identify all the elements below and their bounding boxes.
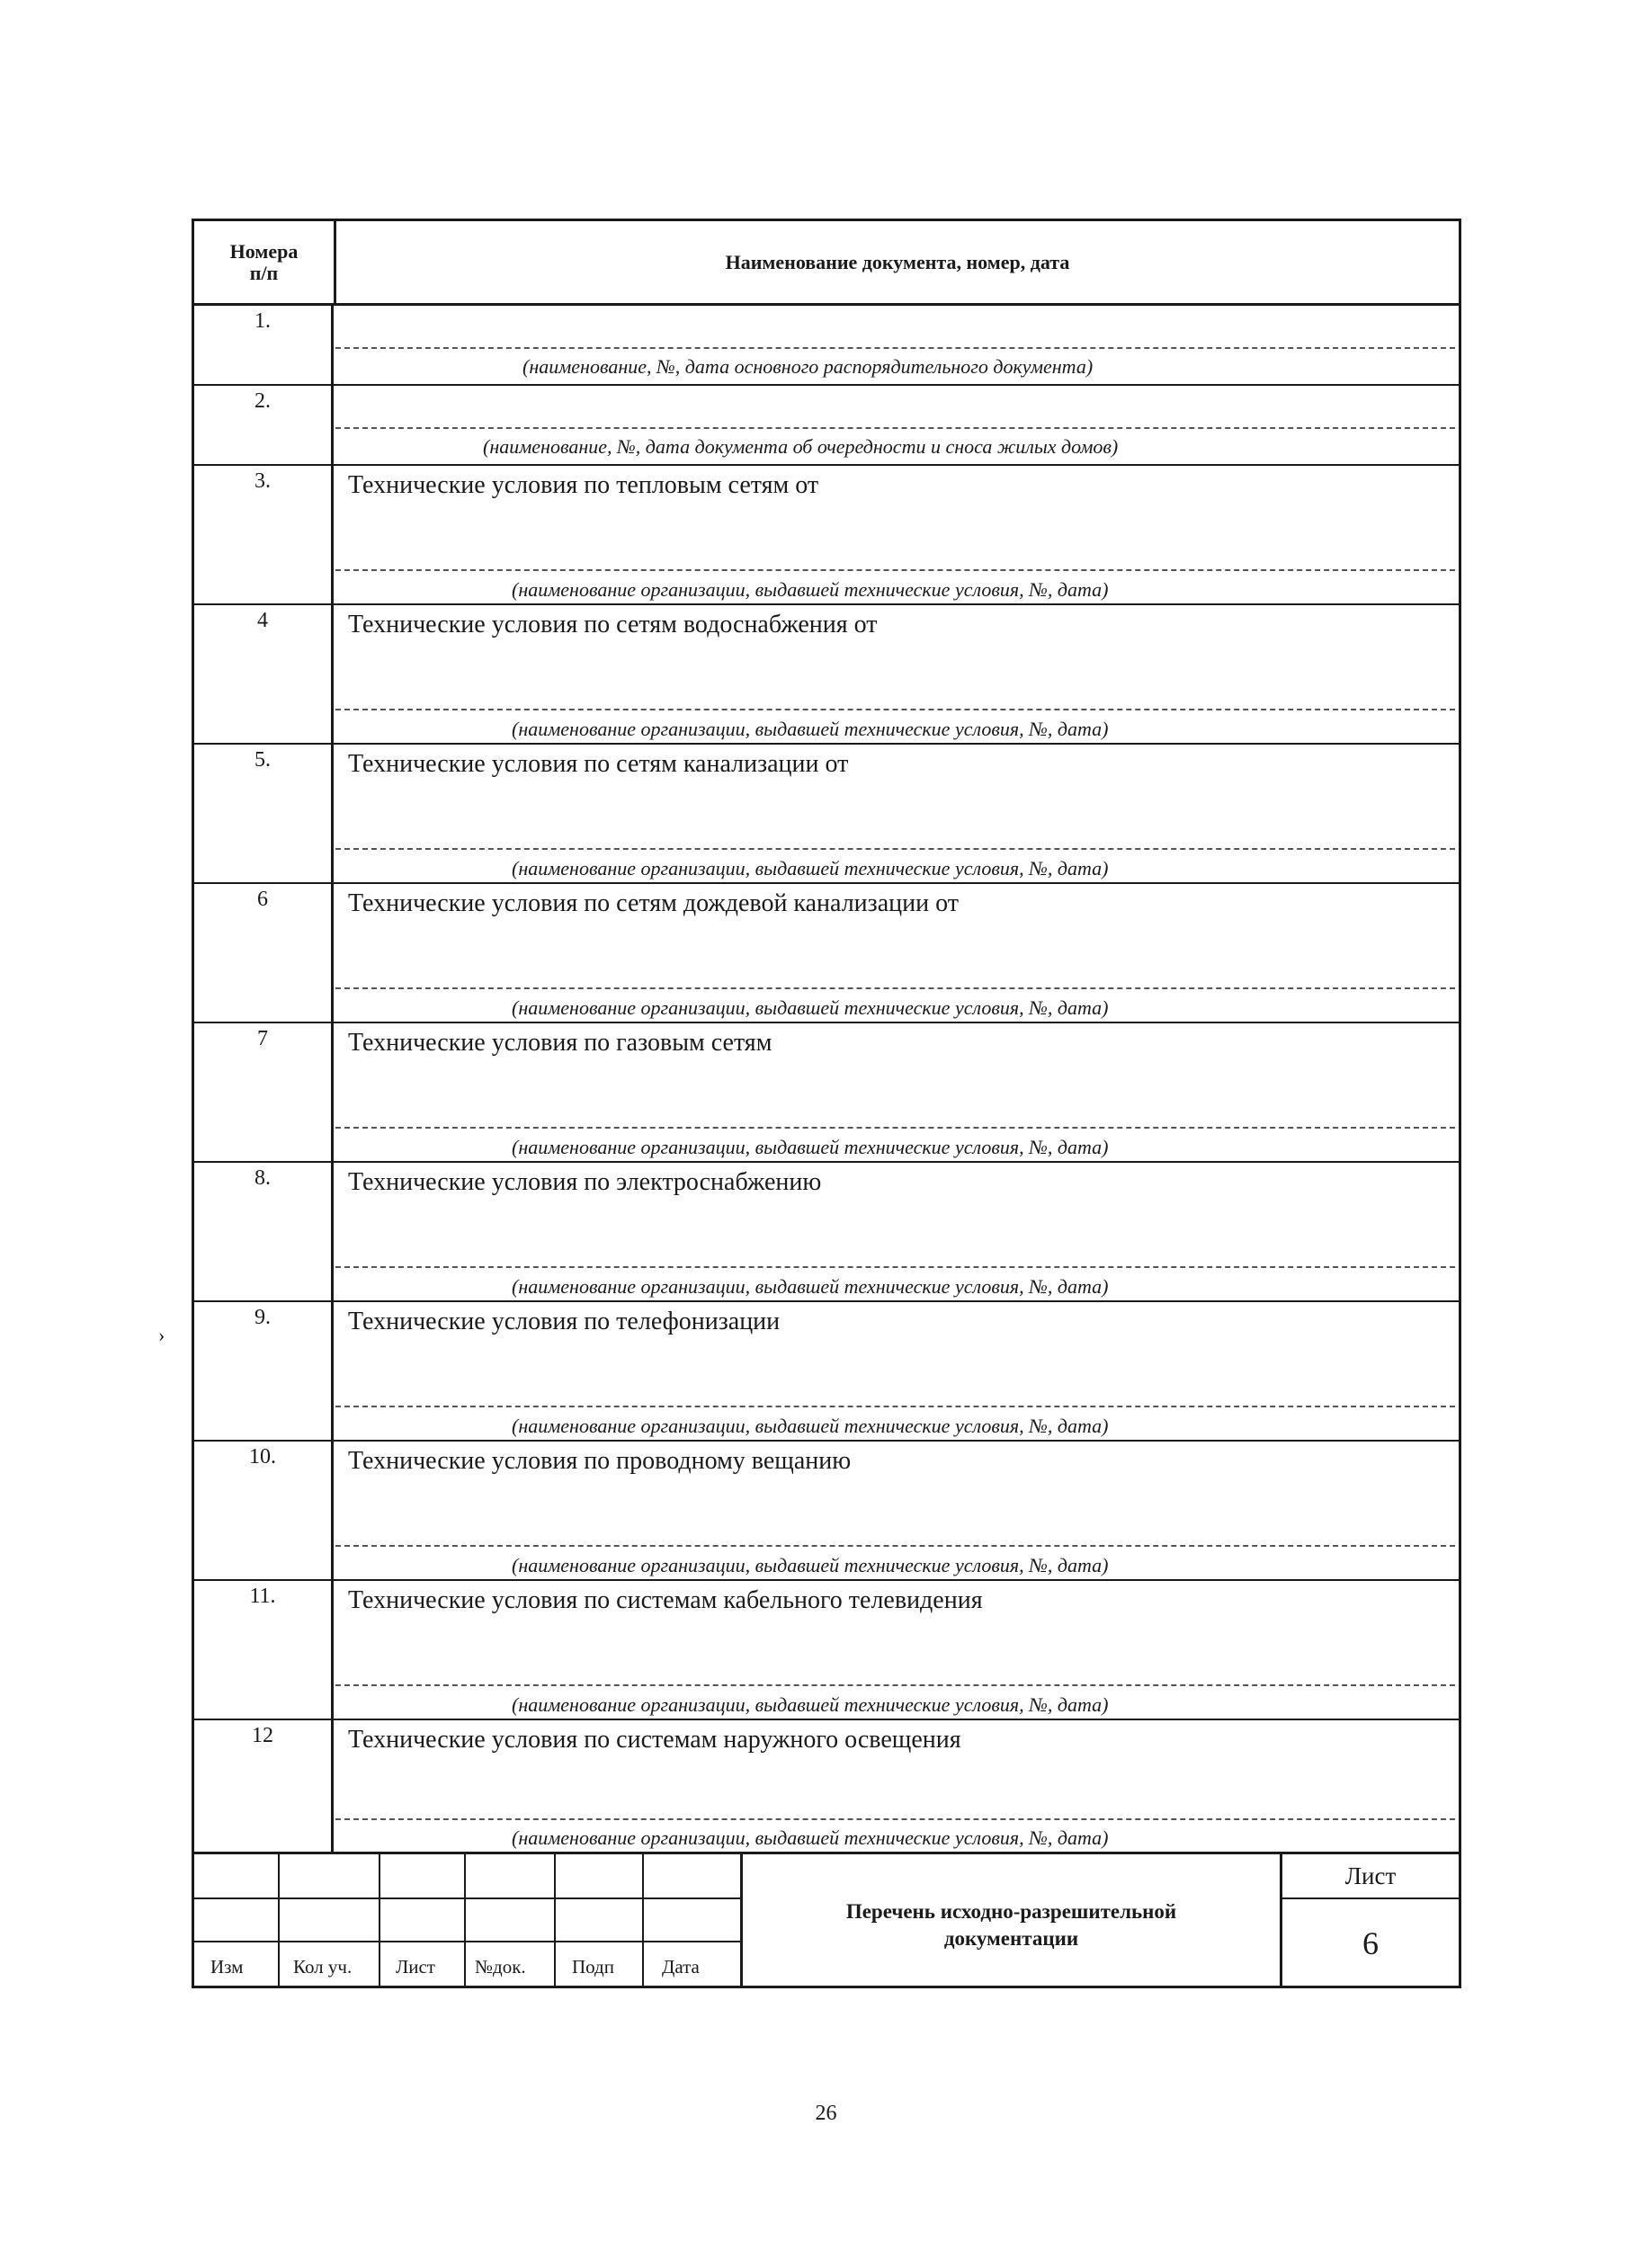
fill-in-line[interactable] — [335, 1818, 1455, 1820]
column-label-ndok: №док. — [475, 1956, 526, 1978]
table-row — [194, 1163, 1459, 1302]
row-caption: (наименование организации, выдавшей технические условия, №, дата) — [512, 857, 1109, 880]
grid-line — [278, 1854, 280, 1986]
table-row — [194, 466, 1459, 605]
fill-in-line[interactable] — [335, 1127, 1455, 1129]
row-text: Технические условия по системам наружного освещения — [348, 1726, 961, 1754]
row-content — [334, 386, 1459, 464]
row-number: 12 — [194, 1720, 334, 1852]
table-row — [194, 1720, 1459, 1852]
row-number: 5. — [194, 745, 334, 882]
column-label-list: Лист — [396, 1956, 435, 1978]
document-rows — [192, 306, 1461, 1852]
grid-line — [554, 1854, 556, 1986]
table-row — [194, 884, 1459, 1023]
row-number: 1. — [194, 306, 334, 384]
table-row — [194, 306, 1459, 386]
row-number: 2. — [194, 386, 334, 464]
row-content — [334, 745, 1459, 882]
row-text: Технические условия по телефонизации — [348, 1308, 781, 1335]
row-caption: (наименование организации, выдавшей технические условия, №, дата) — [512, 1554, 1109, 1576]
row-caption: (наименование, №, дата документа об очередности и сноса жилых домов) — [483, 435, 1119, 458]
row-caption: (наименование организации, выдавшей технические условия, №, дата) — [512, 1826, 1109, 1849]
row-text: Технические условия по газовым сетям — [348, 1029, 772, 1057]
row-text: Технические условия по сетям водоснабжения от — [348, 611, 878, 638]
row-caption: (наименование организации, выдавшей технические условия, №, дата) — [512, 718, 1109, 740]
grid-line — [642, 1854, 644, 1986]
revision-grid — [194, 1854, 740, 1986]
table-row — [194, 1581, 1459, 1720]
table-row — [194, 1302, 1459, 1442]
column-label-kol-uch: Кол уч. — [293, 1956, 353, 1978]
header-number-label: Номера — [229, 240, 299, 263]
header-number-sublabel: п/п — [249, 261, 279, 284]
row-text: Технические условия по системам кабельного телевидения — [348, 1586, 983, 1614]
row-content — [334, 1302, 1459, 1440]
header-name-label: Наименование документа, номер, дата — [725, 250, 1070, 273]
page-number: 26 — [815, 2102, 837, 2125]
row-text: Технические условия по сетям канализации от — [348, 750, 849, 778]
row-caption: (наименование организации, выдавшей технические условия, №, дата) — [512, 1415, 1109, 1437]
fill-in-line[interactable] — [335, 569, 1455, 571]
document-title — [740, 1854, 1282, 1986]
sheet-label: Лист — [1282, 1854, 1459, 1899]
row-number: 7 — [194, 1023, 334, 1161]
row-number: 9. — [194, 1302, 334, 1440]
column-label-data: Дата — [662, 1956, 700, 1978]
document-form — [192, 219, 1461, 1988]
row-caption: (наименование организации, выдавшей технические условия, №, дата) — [512, 996, 1109, 1019]
fill-in-line[interactable] — [335, 1406, 1455, 1407]
row-number: 8. — [194, 1163, 334, 1300]
table-row — [194, 745, 1459, 884]
table-row — [194, 605, 1459, 745]
margin-mark: › — [158, 1324, 165, 1346]
fill-in-line[interactable] — [335, 848, 1455, 850]
table-row — [194, 386, 1459, 466]
sheet-box — [1282, 1854, 1459, 1986]
grid-line — [379, 1854, 380, 1986]
column-label-izm: Изм — [210, 1956, 244, 1978]
sheet-number: 6 — [1362, 1925, 1379, 1961]
grid-line — [194, 1941, 740, 1942]
row-content — [334, 466, 1459, 603]
table-row — [194, 1442, 1459, 1581]
row-content — [334, 306, 1459, 384]
fill-in-line[interactable] — [335, 1684, 1455, 1686]
row-text: Технические условия по тепловым сетям от — [348, 471, 819, 499]
document-title-line: документации — [943, 1927, 1079, 1950]
header-number-cell — [194, 221, 336, 303]
document-title-line: Перечень исходно-разрешительной — [845, 1900, 1177, 1924]
row-text: Технические условия по электроснабжению — [348, 1168, 822, 1196]
fill-in-line[interactable] — [335, 347, 1455, 349]
fill-in-line[interactable] — [335, 427, 1455, 429]
row-content — [334, 1023, 1459, 1161]
grid-line — [464, 1854, 466, 1986]
row-caption: (наименование организации, выдавшей технические условия, №, дата) — [512, 1275, 1109, 1298]
row-content — [334, 884, 1459, 1022]
column-label-podp: Подп — [572, 1956, 614, 1978]
row-content — [334, 1720, 1459, 1852]
row-text: Технические условия по сетям дождевой канализации от — [348, 889, 959, 917]
row-caption: (наименование организации, выдавшей технические условия, №, дата) — [512, 1136, 1109, 1158]
row-number: 3. — [194, 466, 334, 603]
fill-in-line[interactable] — [335, 1545, 1455, 1547]
row-number: 4 — [194, 605, 334, 743]
row-caption: (наименование организации, выдавшей технические условия, №, дата) — [512, 1693, 1109, 1716]
fill-in-line[interactable] — [335, 1266, 1455, 1268]
row-number: 6 — [194, 884, 334, 1022]
row-number: 11. — [194, 1581, 334, 1719]
row-text: Технические условия по проводному вещанию — [348, 1447, 852, 1475]
row-number: 10. — [194, 1442, 334, 1579]
fill-in-line[interactable] — [335, 709, 1455, 710]
table-row — [194, 1023, 1459, 1163]
title-block — [192, 1852, 1461, 1988]
row-content — [334, 1163, 1459, 1300]
row-content — [334, 1442, 1459, 1579]
row-caption: (наименование, №, дата основного распорядительного документа) — [522, 355, 1094, 378]
table-header — [192, 219, 1461, 306]
row-content — [334, 1581, 1459, 1719]
row-content — [334, 605, 1459, 743]
grid-line — [194, 1897, 740, 1899]
fill-in-line[interactable] — [335, 987, 1455, 989]
row-caption: (наименование организации, выдавшей технические условия, №, дата) — [512, 578, 1109, 601]
